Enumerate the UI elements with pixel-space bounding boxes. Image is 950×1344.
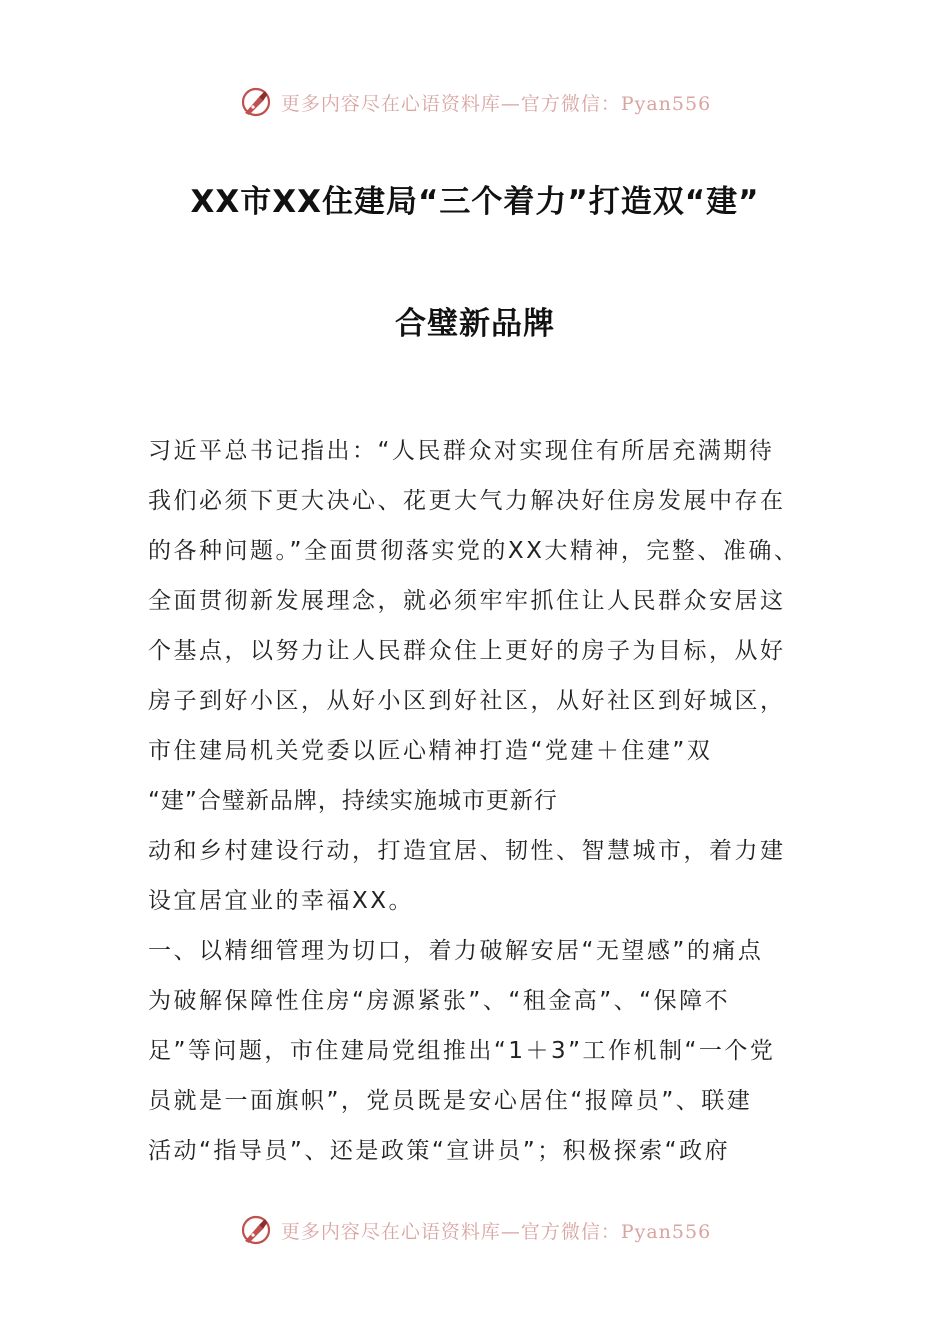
body-line: 全面贯彻新发展理念，就必须牢牢抓住让人民群众安居这 [148, 588, 786, 614]
body-line: “建”合璧新品牌，持续实施城市更新行 [148, 788, 558, 814]
body-line: 足”等问题，市住建局党组推出“1＋3”工作机制“一个党 [148, 1038, 776, 1064]
body-line: 习近平总书记指出：“人民群众对实现住有所居充满期待 [148, 438, 775, 464]
body-line: 员就是一面旗帜”，党员既是安心居住“报障员”、联建 [148, 1088, 753, 1114]
body-line: 我们必须下更大决心、花更大气力解决好住房发展中存在 [148, 488, 786, 514]
body-line: 活动“指导员”、还是政策“宣讲员”；积极探索“政府 [148, 1138, 731, 1164]
page-title-line2: 合璧新品牌 [395, 306, 555, 342]
body-line: 设宜居宜业的幸福XX。 [148, 888, 415, 914]
body-line: 房子到好小区，从好小区到好社区，从好社区到好城区， [148, 688, 786, 714]
pen-nib-logo-icon [239, 1213, 273, 1247]
body-line: 为破解保障性住房“房源紧张”、“租金高”、“保障不 [148, 988, 731, 1014]
section-heading: 一、以精细管理为切口，着力破解安居“无望感”的痛点 [148, 938, 764, 964]
watermark-text: 更多内容尽在心语资料库—官方微信：Pyan556 [280, 1220, 712, 1243]
body-line: 个基点，以努力让人民群众住上更好的房子为目标，从好 [148, 638, 786, 664]
header-watermark [0, 82, 950, 122]
body-line: 动和乡村建设行动，打造宜居、韧性、智慧城市，着力建 [148, 838, 786, 864]
watermark-text: 更多内容尽在心语资料库—官方微信：Pyan556 [280, 92, 712, 115]
body-line: 的各种问题。”全面贯彻落实党的XX大精神，完整、准确、 [148, 538, 800, 564]
footer-watermark [0, 1210, 950, 1250]
page-title: XX市XX住建局“三个着力”打造双“建” [190, 184, 760, 220]
pen-nib-logo-icon [239, 85, 273, 119]
body-line: 市住建局机关党委以匠心精神打造“党建＋住建”双 [148, 738, 713, 764]
